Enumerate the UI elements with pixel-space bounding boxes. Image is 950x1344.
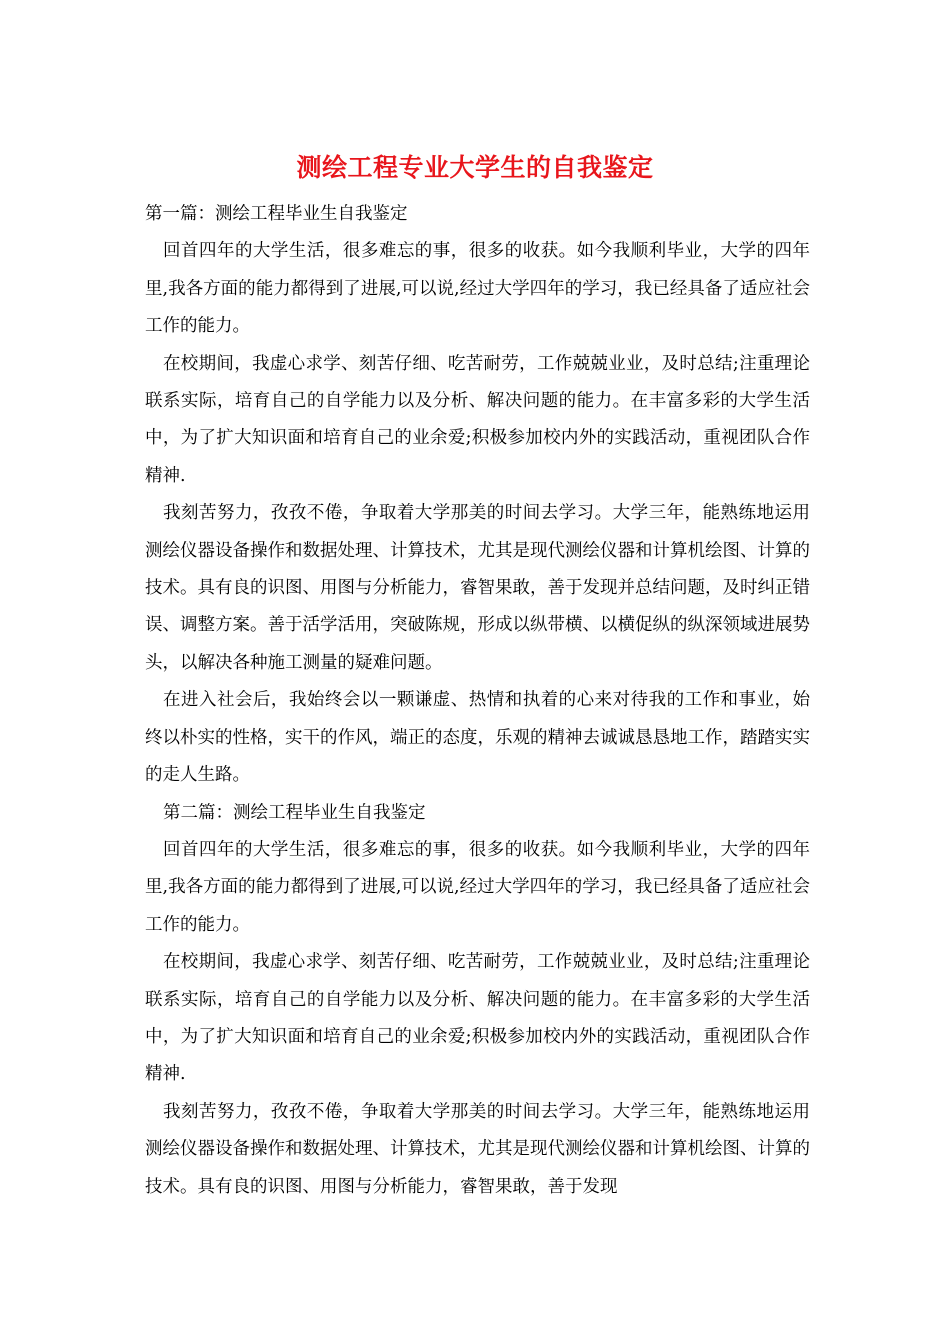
paragraph: 在进入社会后，我始终会以一颗谦虚、热情和执着的心来对待我的工作和事业，始终以朴实的性格，实干的作风，端正的态度，乐观的精神去诚诚恳恳地工作，踏踏实实的走人生路。 bbox=[145, 690, 810, 786]
paragraph: 我刻苦努力，孜孜不倦，争取着大学那美的时间去学习。大学三年，能熟练地运用测绘仪器设备操作和数据处理、计算技术，尤其是现代测绘仪器和计算机绘图、计算的技术。具有良的识图、用图与分析能力，睿智果敢，善于发现 bbox=[145, 1101, 810, 1197]
paragraph: 我刻苦努力，孜孜不倦，争取着大学那美的时间去学习。大学三年，能熟练地运用测绘仪器设备操作和数据处理、计算技术，尤其是现代测绘仪器和计算机绘图、计算的技术。具有良的识图、用图与分析能力，睿智果敢，善于发现并总结问题，及时纠正错误、调整方案。善于活学活用，突破陈规，形成以纵带横、以横促纵的纵深领域进展势头，以解决各种施工测量的疑难问题。 bbox=[145, 503, 810, 673]
paragraph: 在校期间，我虚心求学、刻苦仔细、吃苦耐劳，工作兢兢业业，及时总结;注重理论联系实际，培育自己的自学能力以及分析、解决问题的能力。在丰富多彩的大学生活中，为了扩大知识面和培育自己的业余爱;积极参加校内外的实践活动，重视团队合作精神. bbox=[145, 353, 810, 486]
paragraph: 在校期间，我虚心求学、刻苦仔细、吃苦耐劳，工作兢兢业业，及时总结;注重理论联系实际，培育自己的自学能力以及分析、解决问题的能力。在丰富多彩的大学生活中，为了扩大知识面和培育自己的业余爱;积极参加校内外的实践活动，重视团队合作精神. bbox=[145, 952, 810, 1085]
section-2-heading: 第二篇：测绘工程毕业生自我鉴定 bbox=[163, 802, 426, 823]
section-1-heading: 第一篇：测绘工程毕业生自我鉴定 bbox=[145, 204, 408, 224]
paragraph: 回首四年的大学生活，很多难忘的事，很多的收获。如今我顺利毕业，大学的四年里,我各方面的能力都得到了进展,可以说,经过大学四年的学习，我已经具备了适应社会工作的能力。 bbox=[145, 241, 810, 337]
document-body bbox=[145, 196, 810, 1206]
paragraph: 回首四年的大学生活，很多难忘的事，很多的收获。如今我顺利毕业，大学的四年里,我各方面的能力都得到了进展,可以说,经过大学四年的学习，我已经具备了适应社会工作的能力。 bbox=[145, 839, 810, 935]
document-title: 测绘工程专业大学生的自我鉴定 bbox=[296, 153, 654, 182]
